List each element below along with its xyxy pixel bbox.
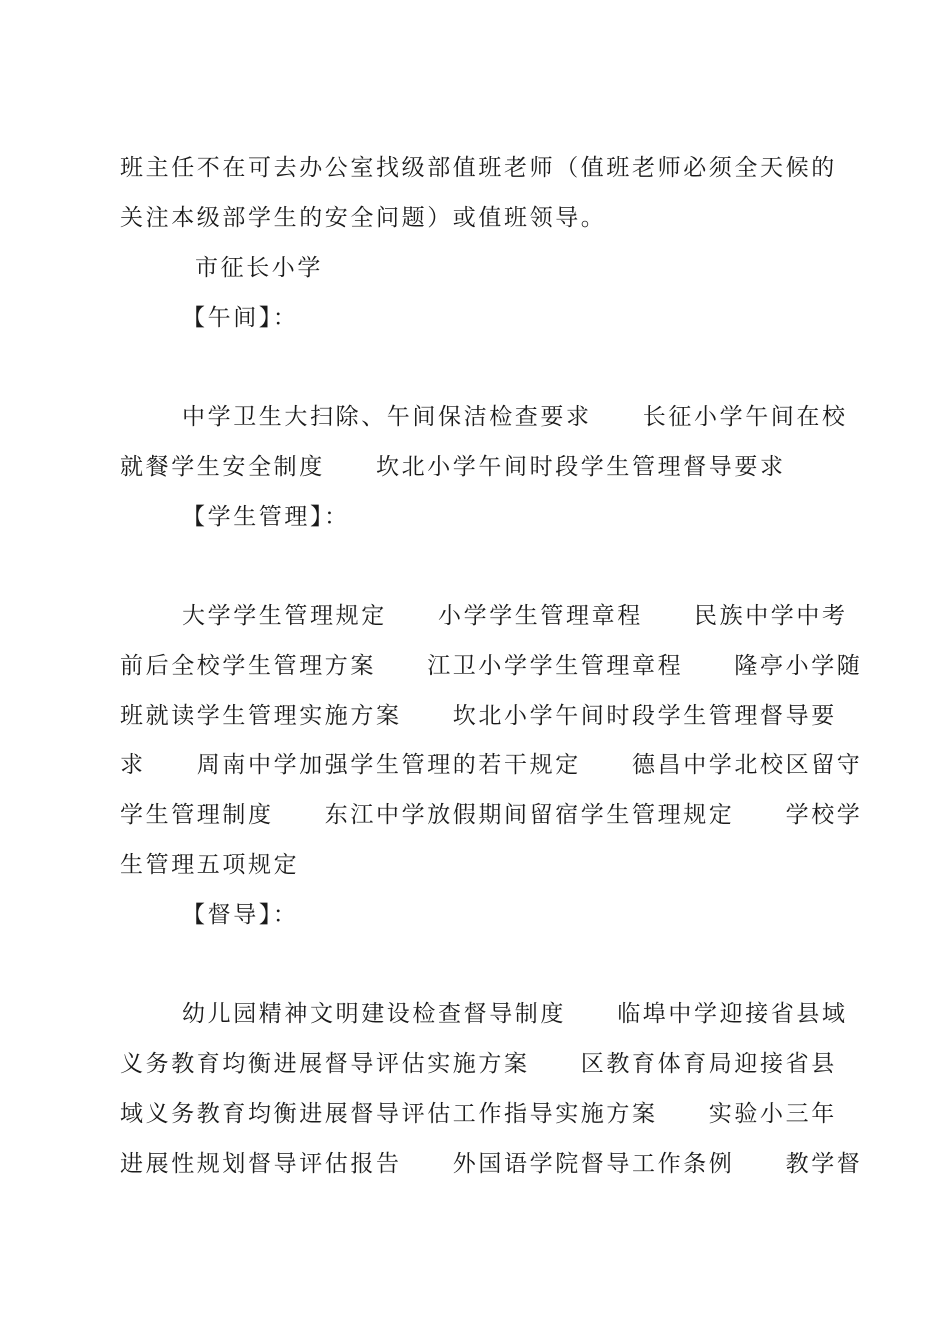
paragraph-line: 就餐学生安全制度 坎北小学午间时段学生管理督导要求 [120,454,786,480]
paragraph-line: 生管理五项规定 [120,852,300,878]
section-heading-supervision: 【督导】： [182,902,299,928]
paragraph-line: 学生管理制度 东江中学放假期间留宿学生管理规定 学校学 [120,802,863,828]
paragraph-line: 关注本级部学生的安全问题）或值班领导。 [120,205,607,231]
paragraph-line: 中学卫生大扫除、午间保洁检查要求 长征小学午间在校 [182,404,848,430]
paragraph-line: 域义务教育均衡进展督导评估工作指导实施方案 实验小三年 [120,1101,837,1127]
paragraph-line: 班主任不在可去办公室找级部值班老师（值班老师必须全天候的 [120,155,837,181]
paragraph-line: 求 周南中学加强学生管理的若干规定 德昌中学北校区留守 [120,752,863,778]
paragraph-line: 大学学生管理规定 小学学生管理章程 民族中学中考 [182,603,848,629]
paragraph-line: 班就读学生管理实施方案 坎北小学午间时段学生管理督导要 [120,703,837,729]
section-heading-noon: 【午间】： [182,305,299,331]
paragraph-line: 幼儿园精神文明建设检查督导制度 临埠中学迎接省县域 [182,1001,848,1027]
school-name: 市征长小学 [195,255,323,281]
paragraph-line: 进展性规划督导评估报告 外国语学院督导工作条例 教学督 [120,1151,863,1177]
paragraph-line: 前后全校学生管理方案 江卫小学学生管理章程 隆亭小学随 [120,653,863,679]
paragraph-line: 义务教育均衡进展督导评估实施方案 区教育体育局迎接省县 [120,1051,837,1077]
section-heading-student-management: 【学生管理】： [182,504,350,530]
